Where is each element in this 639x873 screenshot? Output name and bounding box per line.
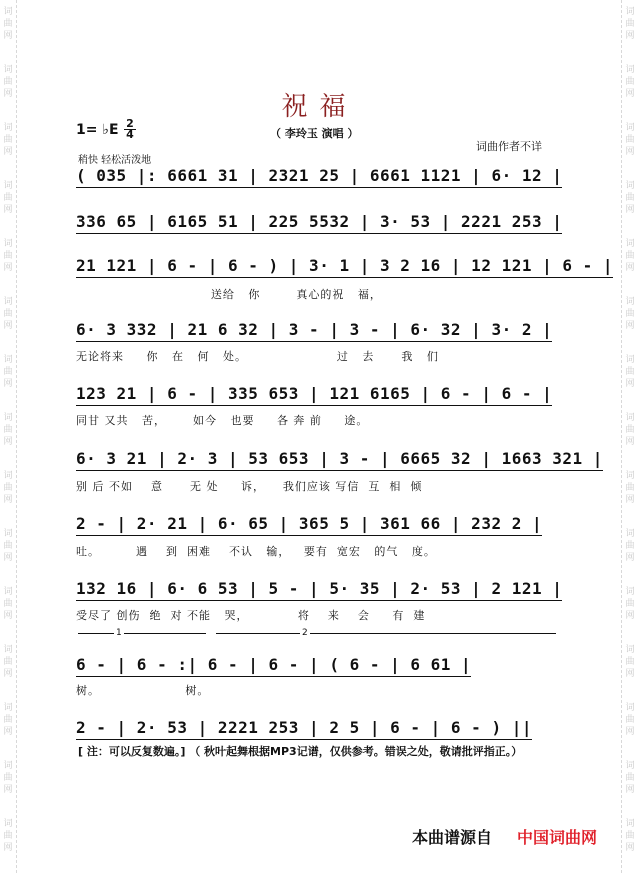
lyric-line: 吐。 遇 到 困难 不认 输， 要有 宽宏 的气 度。 [76,545,436,558]
watermark-mark: 词 曲 网 [3,123,13,157]
watermark-mark: 词 曲 网 [3,471,13,505]
notation-line: 21 121 | 6 - | 6 - ) | 3· 1 | 3 2 16 | 12 121 | 6 - | [76,256,613,278]
watermark-mark: 词 曲 网 [3,587,13,621]
singer-credit: （ 李玲玉 演唱 ） [270,127,359,140]
score-row [76,655,560,681]
lyric-line: 别 后 不如 意 无 处 诉， 我们应该 写信 互 相 倾 [76,480,423,493]
watermark-mark: 词 曲 网 [625,413,635,447]
watermark-mark: 词 曲 网 [625,123,635,157]
lyric-line: 送给 你 真心的祝 福， [76,288,382,301]
watermark-mark: 词 曲 网 [625,471,635,505]
notation-line: ( 035 |: 6661 31 | 2321 25 | 6661 1121 | 6· 12 | [76,166,562,188]
watermark-mark: 词 曲 网 [3,761,13,795]
watermark-mark: 词 曲 网 [625,355,635,389]
watermark-mark: 词 曲 网 [625,703,635,737]
lyric-line: 树。 树。 [76,684,210,697]
watermark-mark: 词 曲 网 [3,355,13,389]
notation-line: 336 65 | 6165 51 | 225 5532 | 3· 53 | 2221 253 | [76,212,562,234]
left-watermark-strip [0,0,17,873]
watermark-mark: 词 曲 网 [625,529,635,563]
notation-line: 132 16 | 6· 6 53 | 5 - | 5· 35 | 2· 53 | 2 121 | [76,579,562,601]
footnote: [ 注：可以反复数遍。] （ 秋叶起舞根据MP3记谱，仅供参考。错误之处，敬请批评指正。） [78,745,523,758]
score-row [76,449,603,475]
watermark-mark: 词 曲 网 [3,239,13,273]
score-row [76,384,560,410]
time-signature-bottom: 4 [124,129,136,140]
score-row [76,718,560,744]
notation-line: 6 - | 6 - :| 6 - | 6 - | ( 6 - | 6 61 | [76,655,471,677]
notation-line: 123 21 | 6 - | 335 653 | 121 6165 | 6 - | 6 - | [76,384,552,406]
tempo-marking: 稍快 轻松活泼地 [78,155,152,166]
song-title: 祝福 [281,92,358,122]
watermark-mark: 词 曲 网 [625,65,635,99]
score-row [76,320,560,346]
volta-number: 2 [302,628,308,638]
watermark-mark: 词 曲 网 [625,761,635,795]
watermark-mark: 词 曲 网 [625,587,635,621]
watermark-mark: 词 曲 网 [625,645,635,679]
time-signature [124,119,136,140]
watermark-mark: 词 曲 网 [3,181,13,215]
author-credit: 词曲作者不详 [476,140,542,153]
watermark-mark: 词 曲 网 [3,297,13,331]
score-row [76,579,563,605]
watermark-mark: 词 曲 网 [3,529,13,563]
watermark-mark: 词 曲 网 [3,65,13,99]
lyric-line: 受尽了 创伤 绝 对 不能 哭， 将 来 会 有 建 [76,609,426,622]
watermark-mark: 词 曲 网 [3,7,13,41]
volta-bracket-second-ending [216,628,556,642]
watermark-mark: 词 曲 网 [625,297,635,331]
notation-line: 2 - | 2· 53 | 2221 253 | 2 5 | 6 - | 6 - ) || [76,718,532,740]
notation-line: 6· 3 21 | 2· 3 | 53 653 | 3 - | 6665 32 | 1663 321 | [76,449,603,471]
watermark-mark: 词 曲 网 [625,7,635,41]
source-label: 本曲谱源自 [412,828,493,847]
score-row [76,256,614,282]
notation-line: 6· 3 332 | 21 6 32 | 3 - | 3 - | 6· 32 | 3· 2 | [76,320,552,342]
watermark-mark: 词 曲 网 [625,819,635,853]
watermark-mark: 词 曲 网 [3,413,13,447]
watermark-mark: 词 曲 网 [625,239,635,273]
volta-number: 1 [116,628,122,638]
volta-bracket-first-ending [78,628,206,642]
score-row [76,166,563,192]
notation-line: 2 - | 2· 21 | 6· 65 | 365 5 | 361 66 | 232 2 | [76,514,542,536]
lyric-line: 无论将来 你 在 何 处。 过 去 我 们 [76,350,439,363]
watermark-mark: 词 曲 网 [3,703,13,737]
watermark-mark: 词 曲 网 [625,181,635,215]
score-row [76,514,560,540]
time-signature-top: 2 [126,117,134,130]
right-watermark-strip [621,0,638,873]
lyric-line: 同甘 又共 苦， 如今 也要 各 奔 前 途。 [76,414,369,427]
key-signature: 1= ♭E [76,122,119,138]
site-logo-text[interactable]: 中国词曲网 [517,828,598,847]
watermark-mark: 词 曲 网 [3,819,13,853]
watermark-mark: 词 曲 网 [3,645,13,679]
score-row [76,212,563,238]
